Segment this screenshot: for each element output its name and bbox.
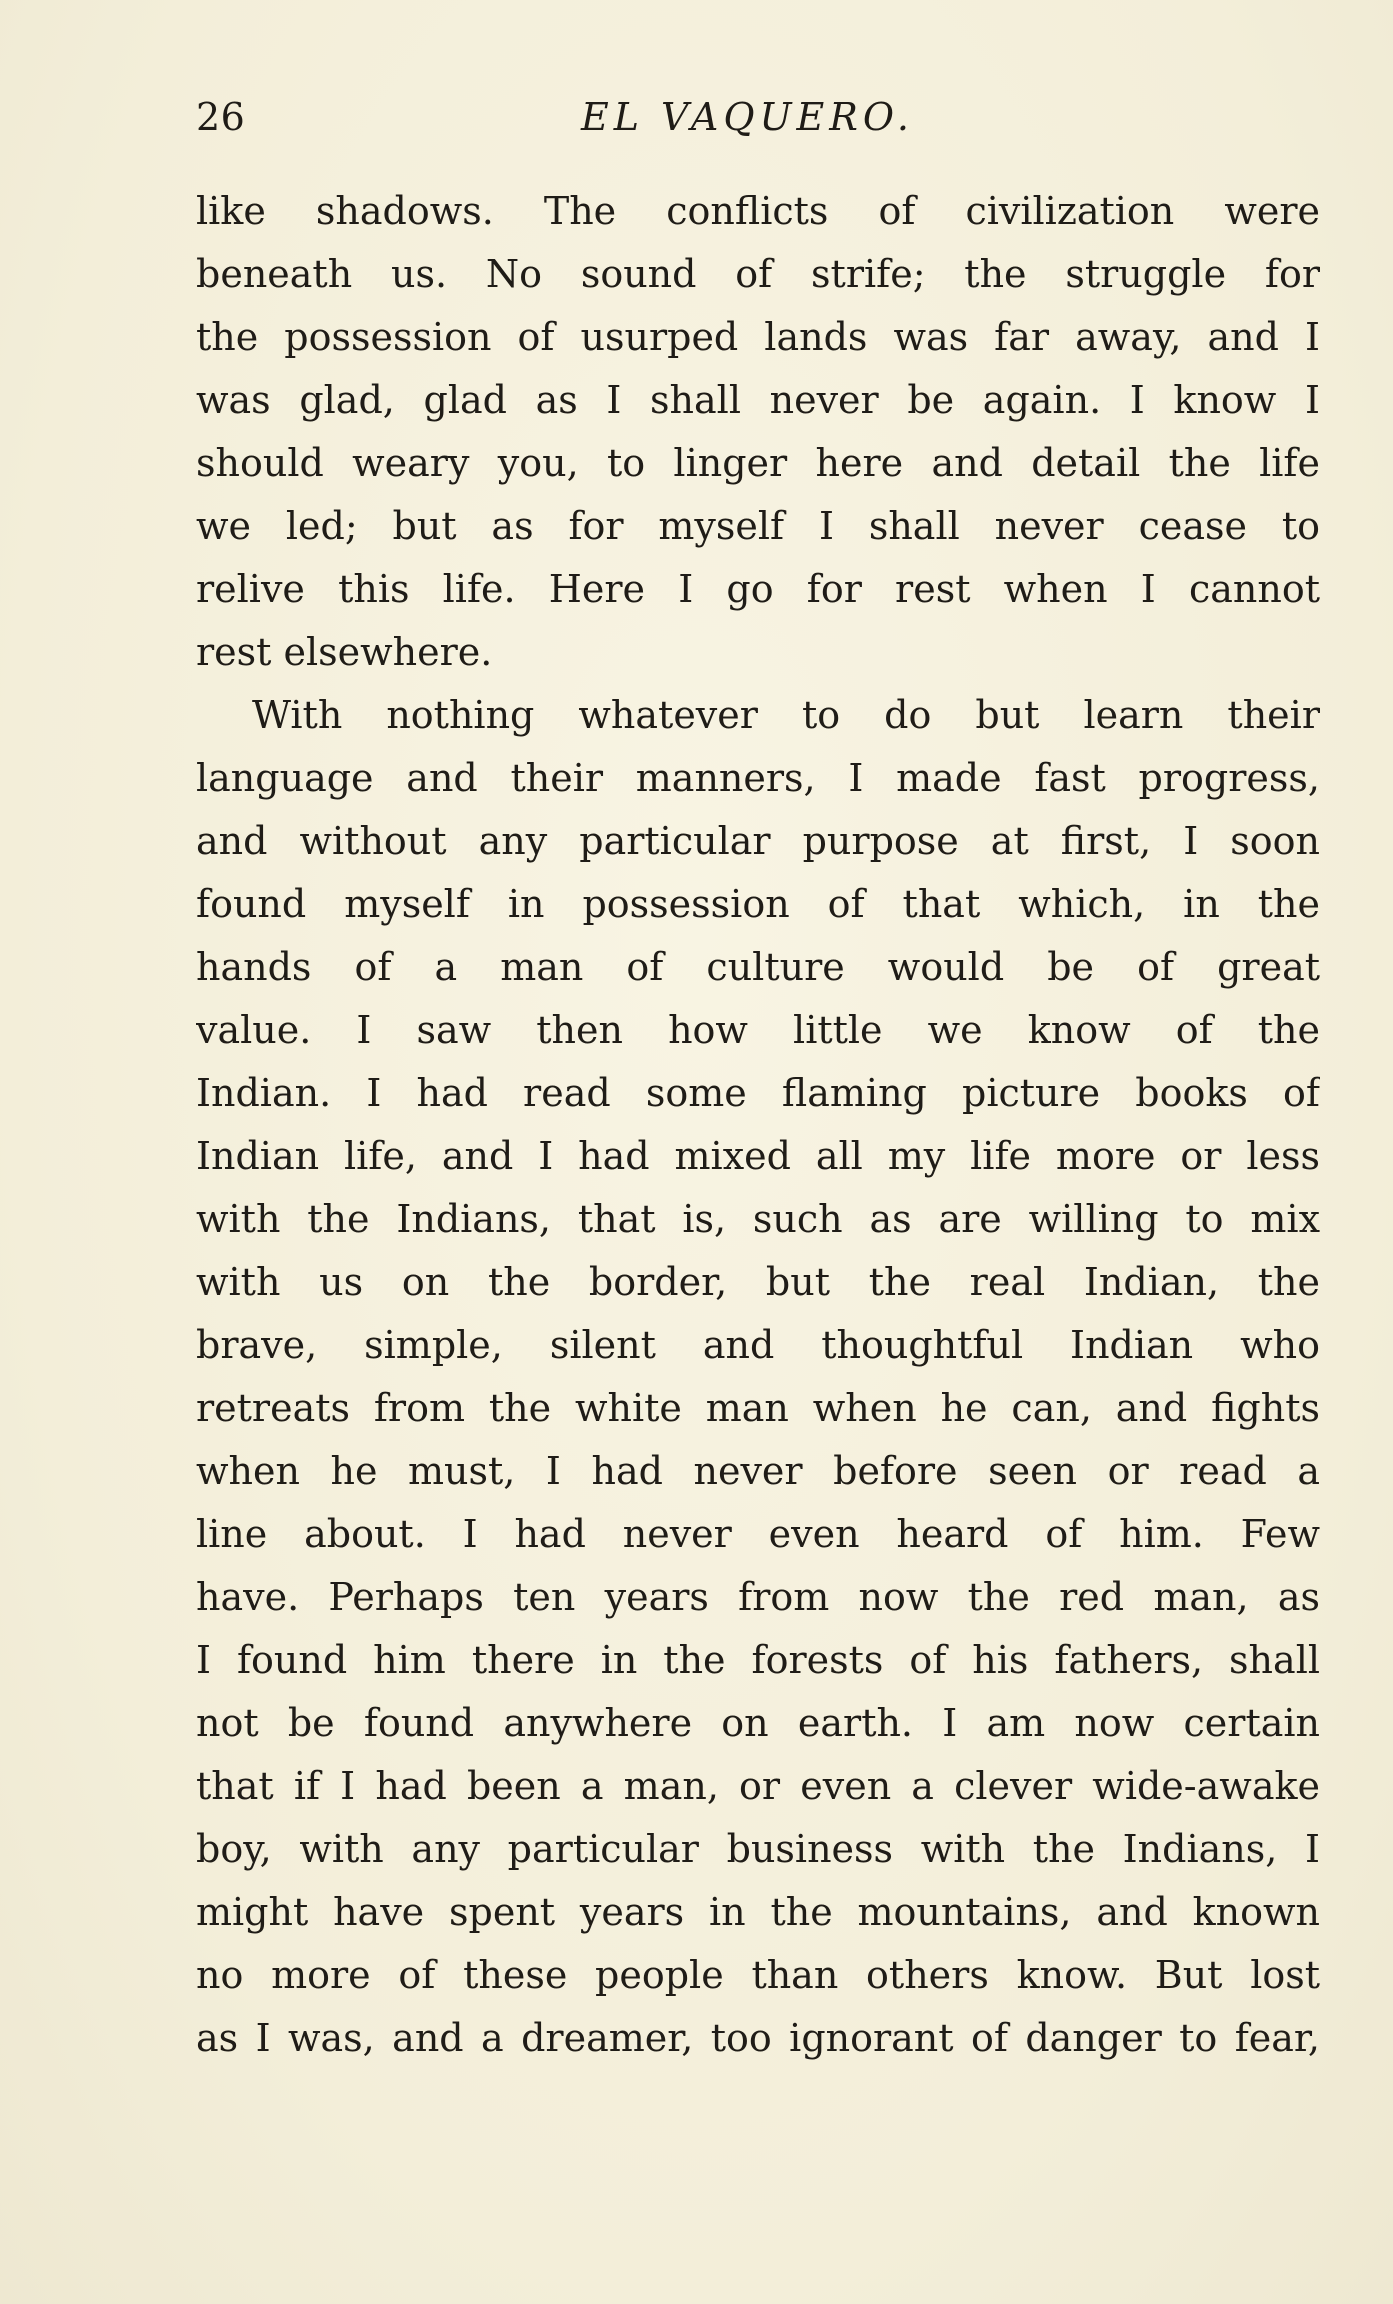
text-line: have. Perhaps ten years from now the red man, as [196, 1575, 1320, 1619]
text-line: no more of these people than others know. But lost [196, 1953, 1320, 1997]
page-header [196, 92, 1320, 142]
text-line: hands of a man of culture would be of great [196, 945, 1320, 989]
text-line: I found him there in the forests of his fathers, shall [196, 1638, 1320, 1682]
text-line: not be found anywhere on earth. I am now certain [196, 1701, 1320, 1745]
body-text [196, 180, 1320, 2070]
text-line: should weary you, to linger here and detail the life [196, 441, 1320, 485]
text-line: we led; but as for myself I shall never cease to [196, 504, 1320, 548]
text-line: brave, simple, silent and thoughtful Indian who [196, 1323, 1320, 1367]
text-line: language and their manners, I made fast progress, [196, 756, 1320, 800]
text-line: beneath us. No sound of strife; the struggle for [196, 252, 1320, 296]
running-title: EL VAQUERO. [581, 95, 914, 139]
text-line: boy, with any particular business with the Indians, I [196, 1827, 1320, 1871]
page-number: 26 [196, 95, 246, 139]
text-line: as I was, and a dreamer, too ignorant of danger to fear, [196, 2016, 1320, 2060]
text-line: found myself in possession of that which, in the [196, 882, 1320, 926]
text-line: like shadows. The conflicts of civilization were [196, 189, 1320, 233]
text-line: value. I saw then how little we know of the [196, 1008, 1320, 1052]
text-line: relive this life. Here I go for rest when I cannot [196, 567, 1320, 611]
text-line: Indian life, and I had mixed all my life more or less [196, 1134, 1320, 1178]
text-line: with us on the border, but the real Indian, the [196, 1260, 1320, 1304]
text-line: line about. I had never even heard of him. Few [196, 1512, 1320, 1556]
text-line: when he must, I had never before seen or read a [196, 1449, 1320, 1493]
text-line: was glad, glad as I shall never be again. I know I [196, 378, 1320, 422]
text-line: the possession of usurped lands was far away, and I [196, 315, 1320, 359]
text-line: with the Indians, that is, such as are willing to mix [196, 1197, 1320, 1241]
paragraph-start-line: With nothing whatever to do but learn their [252, 693, 1320, 737]
text-line: and without any particular purpose at first, I soon [196, 819, 1320, 863]
text-line: retreats from the white man when he can, and fights [196, 1386, 1320, 1430]
text-line: rest elsewhere. [196, 630, 493, 674]
text-line: Indian. I had read some flaming picture books of [196, 1071, 1320, 1115]
text-line: that if I had been a man, or even a clever wide-awake [196, 1764, 1320, 1808]
text-line: might have spent years in the mountains, and known [196, 1890, 1320, 1934]
